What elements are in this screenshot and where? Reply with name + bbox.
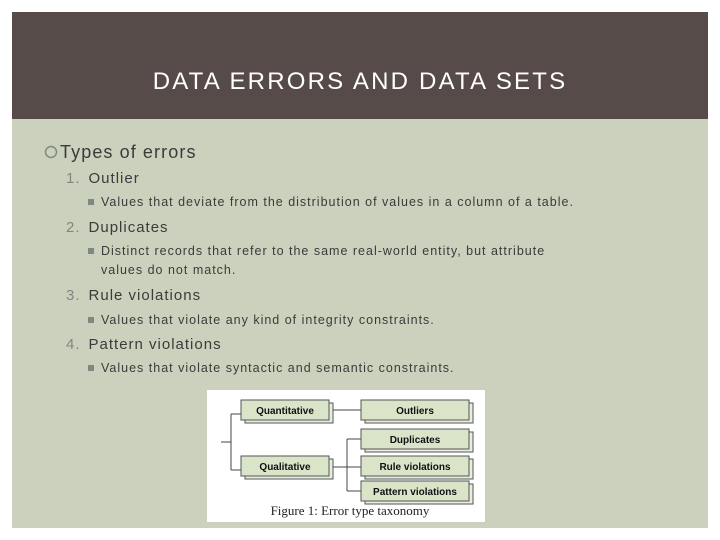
list-number: 1. [66, 170, 81, 187]
list-number: 4. [66, 336, 81, 353]
heading-text: Types of errors [60, 142, 197, 162]
list-item-label: Pattern violations [88, 336, 222, 353]
box-rule-violations [361, 456, 473, 479]
box-pattern-violations [361, 481, 473, 504]
list-number: 3. [66, 287, 81, 304]
detail-duplicates-continued [101, 261, 701, 280]
detail-text: Values that deviate from the distribution of values in a column of a table. [101, 195, 574, 209]
box-label: Qualitative [259, 462, 311, 473]
box-qualitative [241, 456, 333, 479]
square-bullet-icon [88, 317, 94, 323]
slide-title: DATA ERRORS AND DATA SETS [152, 68, 568, 95]
list-item-rule-violations [66, 286, 201, 306]
detail-text: values do not match. [101, 263, 237, 277]
detail-duplicates [88, 242, 688, 261]
detail-text: Distinct records that refer to the same real-world entity, but attribute [101, 244, 546, 258]
list-item-pattern-violations [66, 335, 222, 355]
detail-text: Values that violate syntactic and semantic constraints. [101, 361, 455, 375]
box-label: Rule violations [379, 462, 451, 473]
detail-outlier [88, 193, 688, 212]
list-number: 2. [66, 219, 81, 236]
figure-caption: Figure 1: Error type taxonomy [270, 503, 430, 518]
detail-rule-violations [88, 311, 688, 330]
square-bullet-icon [88, 248, 94, 254]
square-bullet-icon [88, 199, 94, 205]
list-item-label: Outlier [88, 170, 140, 187]
list-item-label: Duplicates [88, 219, 169, 236]
square-bullet-icon [88, 365, 94, 371]
box-label: Pattern violations [373, 487, 457, 498]
taxonomy-diagram [207, 390, 485, 522]
bullet-heading [44, 140, 197, 164]
box-quantitative [241, 400, 333, 423]
box-label: Outliers [396, 406, 434, 417]
box-outliers [361, 400, 473, 423]
box-duplicates [361, 429, 473, 452]
taxonomy-figure [207, 390, 485, 522]
hollow-circle-bullet-icon [44, 145, 58, 159]
detail-text: Values that violate any kind of integrity constraints. [101, 313, 435, 327]
list-item-outlier [66, 169, 140, 189]
box-label: Duplicates [389, 435, 441, 446]
detail-pattern-violations [88, 359, 688, 378]
list-item-label: Rule violations [88, 287, 202, 304]
list-item-duplicates [66, 218, 169, 238]
box-label: Quantitative [256, 406, 314, 417]
